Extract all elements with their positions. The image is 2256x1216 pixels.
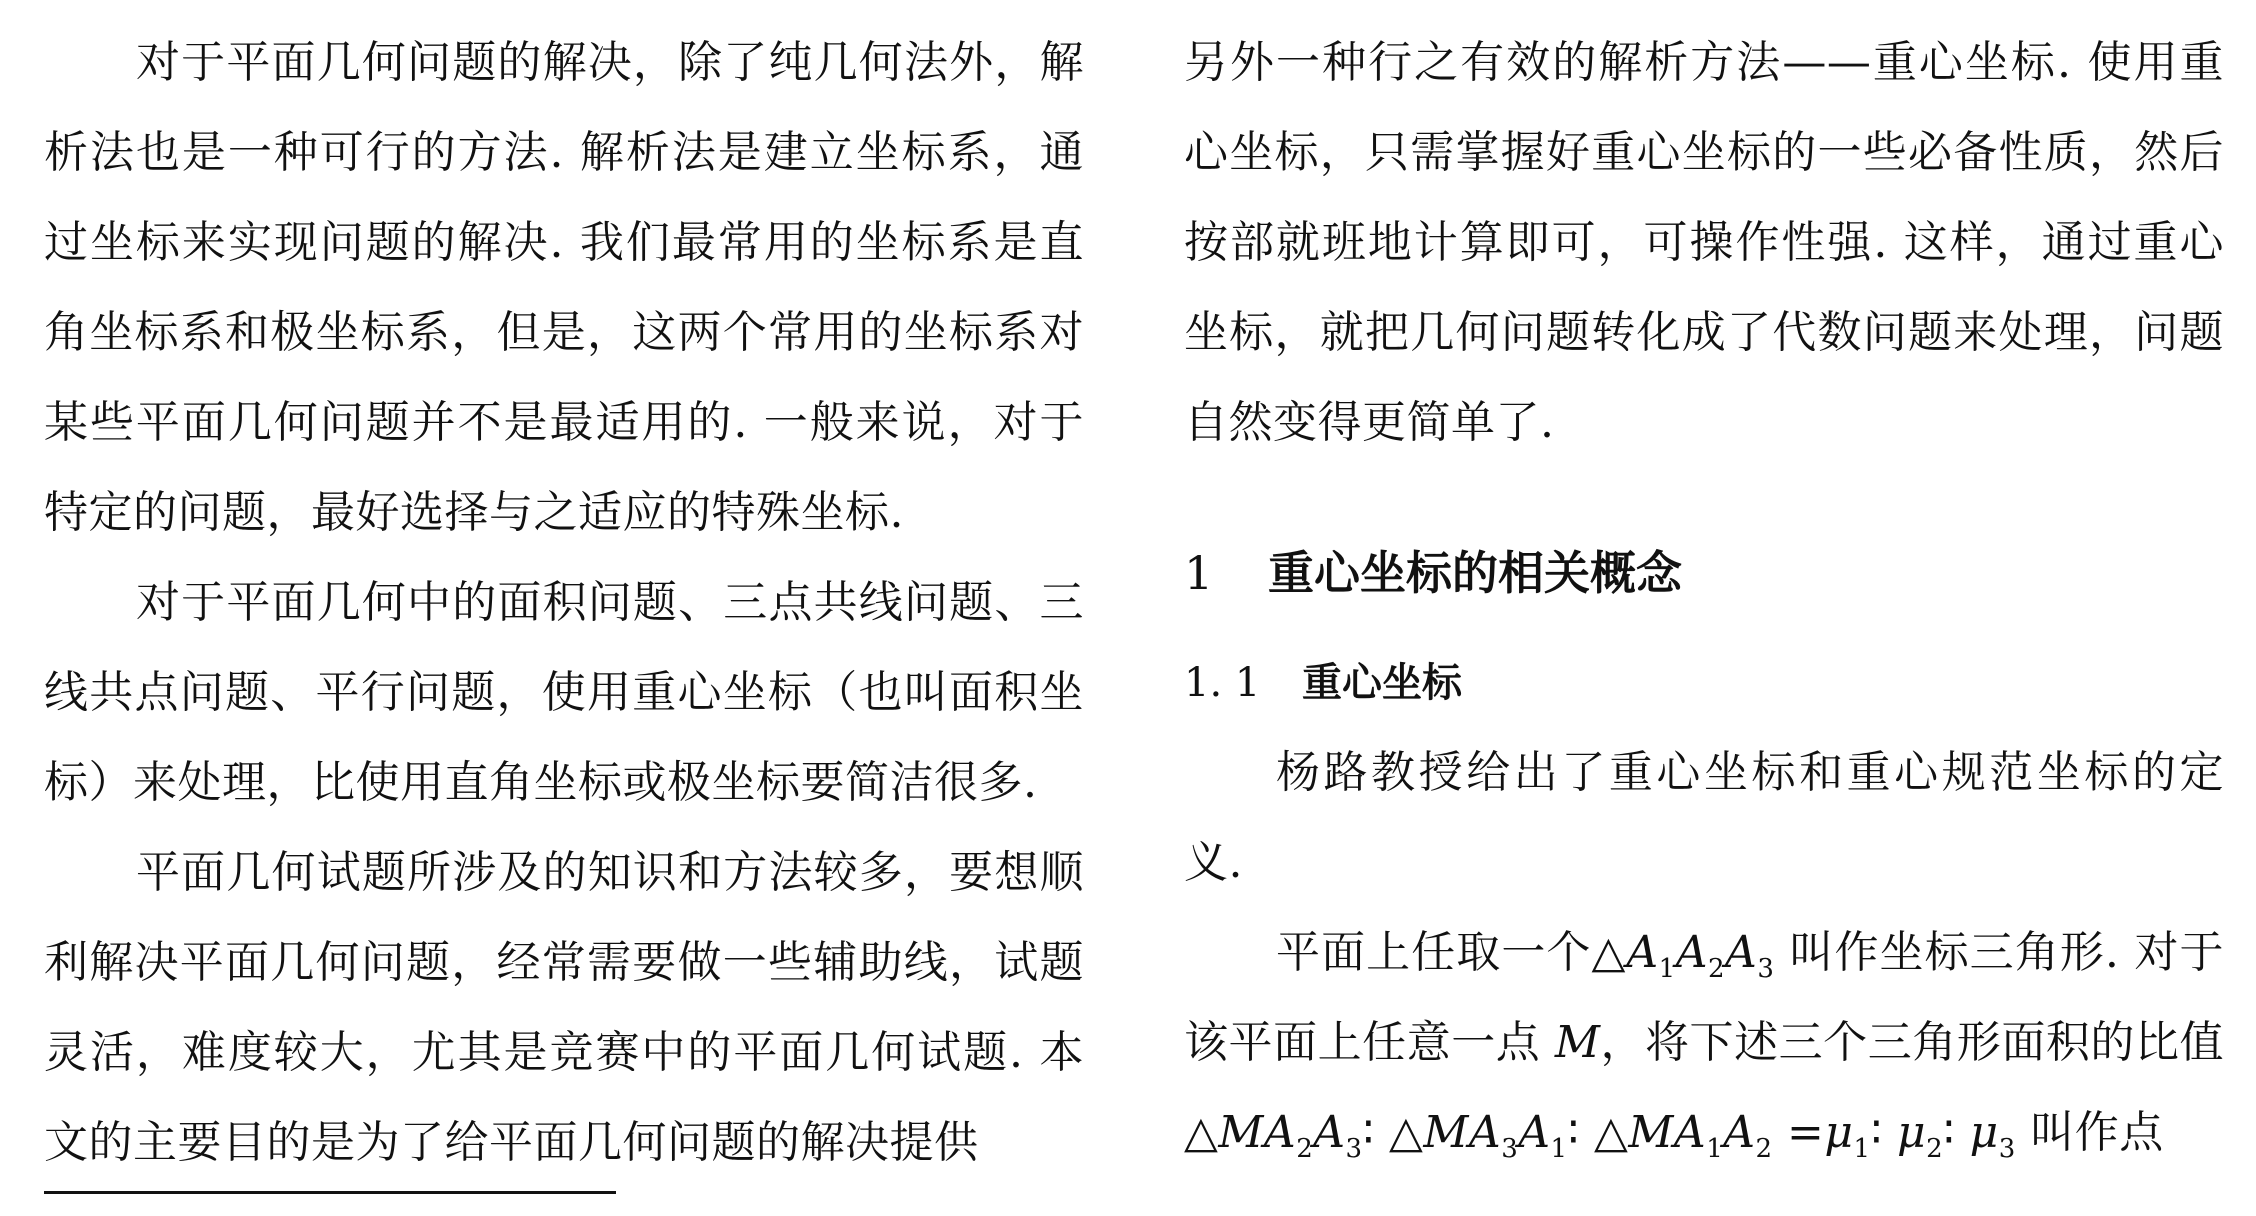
section-number: 1 [1184, 546, 1214, 600]
triangle-symbol: △ [1591, 927, 1627, 978]
text-segment: 叫作坐标三角形. 对于该平面上任意一点 [1184, 927, 2224, 1068]
footnote-separator [44, 1191, 616, 1194]
text-segment: ，将下述三个三角形面积的比值 [1600, 1017, 2224, 1068]
right-column [1184, 18, 2224, 1178]
intro-paragraph-1: 对于平面几何问题的解决，除了纯几何法外，解析法也是一种可行的方法. 解析法是建立坐标系，通过坐标来实现问题的解决. 我们最常用的坐标系是直角坐标系和极坐标系，但是，这两个常用的坐标系对某些平面几何问题并不是最适用的. 一般来说，对于特定的问题，最好选择与之适应的特殊坐标. [44, 37, 1084, 538]
subsection-number: 1. 1 [1184, 660, 1261, 706]
intro-paragraph-continued: 另外一种行之有效的解析方法——重心坐标. 使用重心坐标，只需掌握好重心坐标的一些必备性质，然后按部就班地计算即可，可操作性强. 这样，通过重心坐标，就把几何问题转化成了代数问题来处理，问题自然变得更简单了. [1184, 37, 2224, 448]
section-title: 重心坐标的相关概念 [1268, 546, 1682, 600]
intro-paragraph-2: 对于平面几何中的面积问题、三点共线问题、三线共点问题、平行问题，使用重心坐标（也叫面积坐标）来处理，比使用直角坐标或极坐标要简洁很多. [44, 577, 1084, 808]
left-column [44, 18, 1084, 1188]
area-ratio-formula: $\triangle MA_2A_3∶$ $\triangle MA_3A_1∶$ $\triangle MA_1A_2$ $=\mu_1∶$ $\mu_2∶$ $\mu_3$ [1184, 1107, 2016, 1164]
subsection-title: 重心坐标 [1302, 660, 1462, 706]
triangle-a1a2a3-formula: $\triangle A_1A_2A_3$ [1591, 927, 1775, 984]
section-heading-1 [1184, 528, 2224, 618]
text-segment: 叫作点 [2015, 1107, 2164, 1158]
subsection-heading-1-1 [1184, 638, 2224, 728]
definition-intro-paragraph: 杨路教授给出了重心坐标和重心规范坐标的定义. [1184, 747, 2224, 888]
intro-paragraph-3: 平面几何试题所涉及的知识和方法较多，要想顺利解决平面几何问题，经常需要做一些辅助线，试题灵活，难度较大，尤其是竞赛中的平面几何试题. 本文的主要目的是为了给平面几何问题的解决提供 [44, 847, 1084, 1168]
text-segment: 平面上任取一个 [1276, 927, 1592, 978]
point-m: M [1554, 1017, 1601, 1068]
coordinate-triangle-paragraph [1184, 908, 2224, 1178]
